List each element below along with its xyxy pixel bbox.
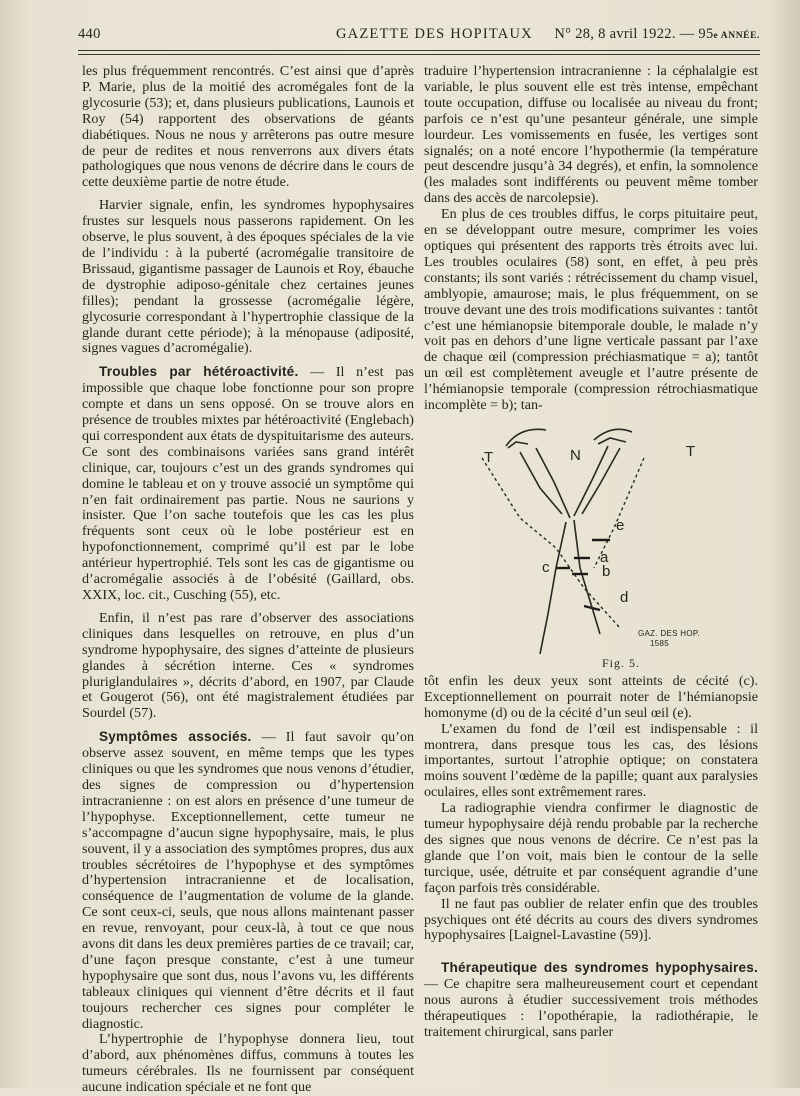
section-paragraph <box>424 960 758 1041</box>
left-optic-tract <box>540 522 566 654</box>
figure-caption: Fig. 5. <box>602 655 641 670</box>
left-optic-nerve <box>520 452 562 514</box>
dashed-temporal-fibers-left <box>482 458 620 628</box>
issue-year-suffix: e ANNÉE. <box>713 31 760 41</box>
header-rule <box>78 50 760 55</box>
paragraph: traduire l’hypertension intracranienne : la céphalalgie est variable, le plus souvent elle est très intense, empêchant toute occupation, diffuse ou localisée au niveau du front; parfois ce n’est qu’une pesanteur générale, une simple lourdeur. Les vomissements en fusée, les vertiges sont signalés; on a noté encore l’hypothermie (la température peut descendre jusqu’à 34 degrés), et enfin, la somnolence (les malades sont indifférents ou peuvent même tomber dans des accès de narcolepsie). <box>424 63 758 207</box>
section-heading: Symptômes associés. <box>99 729 252 745</box>
page-header <box>78 26 760 46</box>
issue-info <box>554 26 760 43</box>
section-heading: Thérapeutique des syndromes hypophysaires. <box>441 960 758 976</box>
label-a: a <box>600 548 609 566</box>
left-eye-inner <box>508 442 528 448</box>
section-paragraph <box>82 364 414 604</box>
page-number: 440 <box>78 26 101 42</box>
right-column <box>424 64 758 1041</box>
left-column <box>82 64 414 1096</box>
label-e: e <box>616 516 625 534</box>
section-heading: Troubles par hétéroactivité. <box>99 364 299 380</box>
paragraph: Harvier signale, enfin, les syndromes hypophysaires frustes sur lesquels nous passerons rapidement. On les observe, le plus souvent, à des époques spéciales de la vie de l’individu : à la puberté (acromégalie transitoire de Brissaud, gigantisme passager de Launois et Roy, ébauche de dystrophie adiposo-génitale chez certaines jeunes filles); pendant la grossesse (acromégalie légère, glycosurie correspondant à l’hypertrophie classique de la glande durant cette période); à la ménopause (adiposité, signes vagues d’acromégalie). <box>82 197 414 357</box>
paragraph-text: — Il n’est pas impossible que chaque lobe fonctionne pour son propre compte et dans un sens opposé. On se trouve alors en présence de troubles mixtes par hétéroactivité (Englebach) qui correspondent aux états de dyspituitarisme des auteurs. Ce sont des combinaisons variées sans grand intérêt clinique, car, toujours c’est un des grands syndromes qui domine le tableau et on y trouve associé un symptôme qui n’en fait ordinairement pas partie. Nous ne saurions y insister. Que l’on sache toutefois que les cas les plus fréquents sont ceux où le lobe postérieur est en hypofonctionnement, comprimé qu’il est par le lobe antérieur hypertrophié. Tels sont les cas de gigantisme ou d’acromégalie associés à de l’obésité (Gaillard, obs. XXIX, loc. cit., Cusching (55), etc. <box>82 364 414 603</box>
label-b: b <box>602 562 611 580</box>
label-T-right: T <box>686 442 696 460</box>
right-optic-tract <box>574 520 600 634</box>
left-optic-nerve-inner <box>536 448 570 518</box>
right-eye-inner <box>598 438 626 444</box>
paragraph-text: — Il faut savoir qu’on observe assez souvent, en même temps que les types cliniques ou que les syndromes que nous venons d’étudier, des signes de compression ou d’hypertension intracranienne : on est alors en présence d’une tumeur de l’hypophyse. Exceptionnellement, cette tumeur ne s’accompagne d’aucun signe hypophysaire, mais, le plus souvent, il y a association des symptômes propres, dus aux troubles sécrétoires de l’hypophyse et des symptômes d’hypertension intracranienne et de localisation, conséquence de l’augmentation de volume de la glande. Ce sont ceux-ci, seuls, que nous allons maintenant passer en revue, renvoyant, pour ceux-là, à tout ce que nous avons dit dans les deux premières parties de ce travail; car, d’une façon presque constante, c’est à une tumeur hypophysaire que sont dus, nous l’avons vu, les différents tableaux cliniques qui viennent d’être décrits et il faut toujours rechercher ces signes pour compléter le diagnostic. <box>82 729 414 1032</box>
paragraph: L’hypertrophie de l’hypophyse donnera lieu, tout d’abord, aux phénomènes diffus, communs à toutes les tumeurs cérébrales. Ils ne fournissent par conséquent aucune indication spéciale et ne font que <box>82 1031 414 1096</box>
paragraph: Enfin, il n’est pas rare d’observer des associations cliniques dans lesquelles on retrouve, en plus d’un syndrome hypophysaire, des signes d’atteinte de plusieurs glandes à sécrétion interne. Ces « syndromes pluriglandulaires », décrits d’abord, en 1907, par Claude et Gougerot (56), ont été magistralement étudiées par Sourdel (57). <box>82 609 414 722</box>
paragraph: En plus de ces troubles diffus, le corps pituitaire peut, en se développant outre mesure, comprimer les voies optiques qui présentent des rapports très étroits avec lui. Les troubles oculaires (58) sont, en effet, à peu près constants; ils sont variés : rétrécissement du champ visuel, amblyopie, amaurose; mais, le plus fréquemment, on se trouve devant une des trois modifications suivantes : tantôt c’est une hémianopsie bitemporale double, le malade n’y voit pas en dehors d’une ligne verticale passant par l’axe de chaque œil (compression préchiasmatique = a); tantôt un œil est complètement aveugle et l’autre présente de l’hémianopsie temporale (compression rétrochiasmatique incomplète = b); tan- <box>424 206 758 414</box>
paragraph: L’examen du fond de l’œil est indispensable : il montrera, dans presque tous les cas, des lésions importantes, surtout l’atrophie optique; on constatera moins souvent l’œdème de la papille; quant aux paralysies oculaires, elles sont extrêmement rares. <box>424 720 758 801</box>
paragraph: La radiographie viendra confirmer le diagnostic de tumeur hypophysaire déjà rendu probable par la recherche des signes que nous venons de décrire. Ce n’est pas la glande que l’on voit, mais bien le contour de la selle turcique, usée, détruite et par conséquent agrandie d’une façon parfois très considérable. <box>424 800 758 896</box>
label-c: c <box>542 558 550 576</box>
section-paragraph <box>82 729 414 1032</box>
paragraph: tôt enfin les deux yeux sont atteints de cécité (c). Exceptionnellement on pourrait noter de l’hémianopsie homonyme (d) ou de la cécité d’un seul œil (e). <box>424 672 758 721</box>
paragraph: les plus fréquemment rencontrés. C’est ainsi que d’après P. Marie, plus de la moitié des acromégales font de la glycosurie (53); et, dans plusieurs publications, Launois et Roy (54) rapportent des observations de géants diabétiques. Nous ne nous y arrêterons pas outre mesure de peur de redites et nous renverrons aux divers états pathologiques que nous venons de décrire dans le cours de cette deuxième partie de notre étude. <box>82 63 414 191</box>
optic-chiasm-diagram <box>424 418 758 674</box>
label-N: N <box>570 446 581 464</box>
right-optic-nerve <box>582 448 620 514</box>
label-d: d <box>620 588 629 606</box>
engraving-stamp: GAZ. DES HOP. <box>638 628 700 638</box>
journal-title: GAZETTE DES HOPITAUX <box>336 26 533 42</box>
label-T-left: T <box>484 448 494 466</box>
paragraph: Il ne faut pas oublier de relater enfin que des troubles psychiques ont été décrits au cours des divers syndromes hypophysaires [Laignel-Lavastine (59)]. <box>424 895 758 944</box>
engraving-number: 1585 <box>650 638 669 648</box>
optic-pathway-figure <box>424 418 758 674</box>
paragraph-text: — Ce chapitre sera malheureusement court et cependant nous aurons à étudier successivement trois méthodes thérapeutiques : l’opothérapie, la radiothérapie, le traitement chirurgical, sans parler <box>424 976 758 1040</box>
issue-date: N° 28, 8 avril 1922. — 95 <box>554 26 714 42</box>
